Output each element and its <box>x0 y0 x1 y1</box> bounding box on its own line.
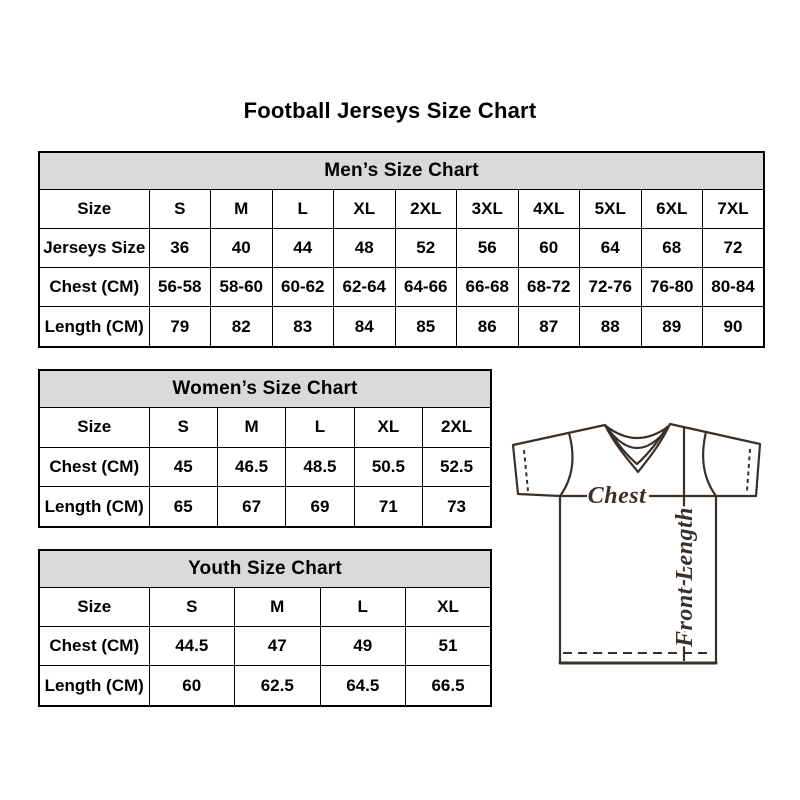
value-cell: M <box>211 190 273 229</box>
value-cell: 56 <box>457 229 519 268</box>
row-label: Length (CM) <box>39 307 149 347</box>
value-cell: 60 <box>149 666 235 706</box>
row-label: Length (CM) <box>39 666 149 706</box>
chest-label: Chest <box>587 483 647 509</box>
value-cell: 68-72 <box>518 268 580 307</box>
value-cell: 4XL <box>518 190 580 229</box>
value-cell: 40 <box>211 229 273 268</box>
table-row <box>39 447 491 487</box>
value-cell: 36 <box>149 229 211 268</box>
value-cell: 51 <box>406 627 492 666</box>
table-row <box>39 307 764 347</box>
value-cell: 67 <box>217 487 285 527</box>
table-header-row <box>39 550 491 588</box>
womens-table <box>38 369 492 528</box>
row-label: Jerseys Size <box>39 229 149 268</box>
value-cell: 69 <box>286 487 354 527</box>
womens-size-table <box>38 369 492 528</box>
row-label: Size <box>39 408 149 448</box>
row-label: Size <box>39 190 149 229</box>
value-cell: 84 <box>334 307 396 347</box>
value-cell: L <box>286 408 354 448</box>
value-cell: 90 <box>703 307 765 347</box>
value-cell: 44.5 <box>149 627 235 666</box>
table-row <box>39 229 764 268</box>
value-cell: 5XL <box>580 190 642 229</box>
value-cell: 86 <box>457 307 519 347</box>
value-cell: 46.5 <box>217 447 285 487</box>
value-cell: 85 <box>395 307 457 347</box>
value-cell: 79 <box>149 307 211 347</box>
table-row <box>39 268 764 307</box>
value-cell: 7XL <box>703 190 765 229</box>
value-cell: 60 <box>518 229 580 268</box>
value-cell: 66-68 <box>457 268 519 307</box>
row-label: Chest (CM) <box>39 268 149 307</box>
value-cell: 76-80 <box>641 268 703 307</box>
value-cell: 89 <box>641 307 703 347</box>
value-cell: 56-58 <box>149 268 211 307</box>
value-cell: 80-84 <box>703 268 765 307</box>
table-row <box>39 190 764 229</box>
value-cell: 65 <box>149 487 217 527</box>
value-cell: L <box>272 190 334 229</box>
value-cell: S <box>149 190 211 229</box>
table-row <box>39 487 491 527</box>
value-cell: 50.5 <box>354 447 422 487</box>
value-cell: 58-60 <box>211 268 273 307</box>
value-cell: 62-64 <box>334 268 396 307</box>
value-cell: 68 <box>641 229 703 268</box>
row-label: Size <box>39 588 149 627</box>
youth-size-table <box>38 549 492 707</box>
front-length-label: Front Length <box>672 506 698 648</box>
value-cell: 87 <box>518 307 580 347</box>
value-cell: 47 <box>235 627 321 666</box>
table-title: Youth Size Chart <box>39 550 491 588</box>
page-title: Football Jerseys Size Chart <box>243 98 537 123</box>
value-cell: 52.5 <box>423 447 491 487</box>
value-cell: XL <box>406 588 492 627</box>
value-cell: 73 <box>423 487 491 527</box>
value-cell: 71 <box>354 487 422 527</box>
value-cell: XL <box>354 408 422 448</box>
jersey-diagram <box>498 412 775 670</box>
table-row <box>39 408 491 448</box>
value-cell: 72-76 <box>580 268 642 307</box>
value-cell: S <box>149 408 217 448</box>
value-cell: 6XL <box>641 190 703 229</box>
value-cell: 64.5 <box>320 666 406 706</box>
value-cell: 88 <box>580 307 642 347</box>
value-cell: 64 <box>580 229 642 268</box>
table-title: Women’s Size Chart <box>39 370 491 408</box>
value-cell: 52 <box>395 229 457 268</box>
value-cell: 62.5 <box>235 666 321 706</box>
jersey-outline <box>513 424 760 663</box>
row-label: Chest (CM) <box>39 627 149 666</box>
mens-table <box>38 151 765 348</box>
table-header-row <box>39 370 491 408</box>
value-cell: S <box>149 588 235 627</box>
table-header-row <box>39 152 764 190</box>
youth-table <box>38 549 492 707</box>
value-cell: 60-62 <box>272 268 334 307</box>
table-title: Men’s Size Chart <box>39 152 764 190</box>
value-cell: 44 <box>272 229 334 268</box>
value-cell: M <box>235 588 321 627</box>
value-cell: 2XL <box>423 408 491 448</box>
row-label: Length (CM) <box>39 487 149 527</box>
value-cell: 49 <box>320 627 406 666</box>
value-cell: 72 <box>703 229 765 268</box>
table-row <box>39 627 491 666</box>
table-row <box>39 588 491 627</box>
value-cell: 45 <box>149 447 217 487</box>
value-cell: 3XL <box>457 190 519 229</box>
value-cell: 82 <box>211 307 273 347</box>
value-cell: XL <box>334 190 396 229</box>
value-cell: 48.5 <box>286 447 354 487</box>
row-label: Chest (CM) <box>39 447 149 487</box>
value-cell: 64-66 <box>395 268 457 307</box>
value-cell: L <box>320 588 406 627</box>
mens-size-table <box>38 151 765 348</box>
value-cell: 83 <box>272 307 334 347</box>
value-cell: 2XL <box>395 190 457 229</box>
value-cell: 66.5 <box>406 666 492 706</box>
value-cell: 48 <box>334 229 396 268</box>
table-row <box>39 666 491 706</box>
value-cell: M <box>217 408 285 448</box>
